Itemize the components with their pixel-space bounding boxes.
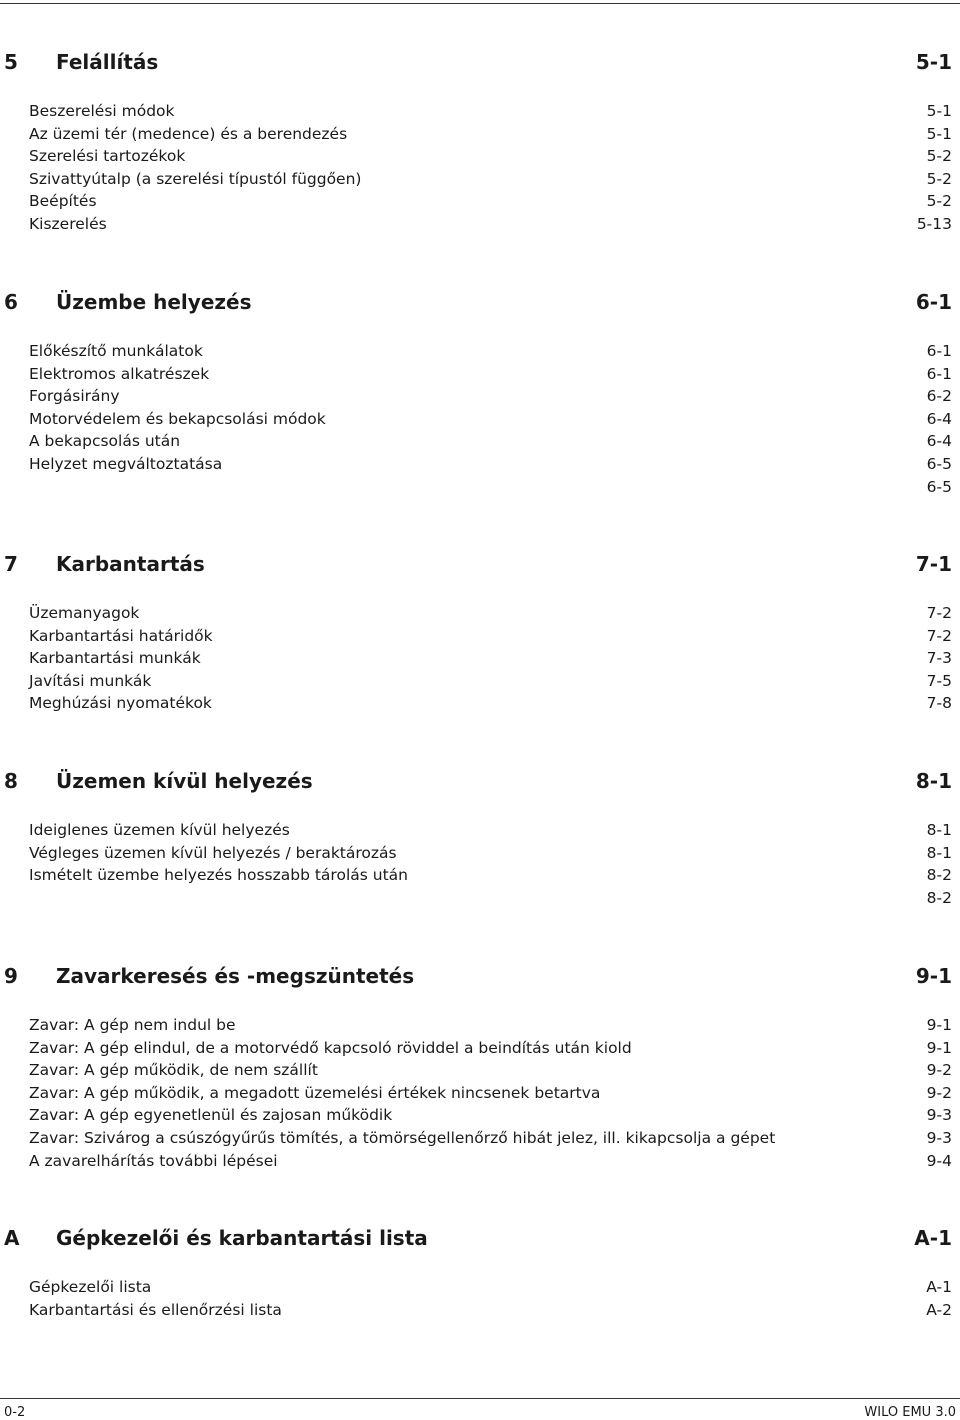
toc-entry[interactable] [0, 340, 960, 363]
entry-page: 5-1 [926, 124, 952, 143]
toc-entry[interactable] [0, 408, 960, 431]
entry-page: 8-1 [926, 843, 952, 862]
toc-entry[interactable] [0, 476, 960, 499]
entry-page: 6-1 [926, 364, 952, 383]
toc-entry[interactable] [0, 168, 960, 191]
section-page: 6-1 [915, 290, 952, 314]
toc-entry[interactable] [0, 625, 960, 648]
section-entries [0, 340, 960, 498]
toc-entry[interactable] [0, 1082, 960, 1105]
entry-page: 7-3 [926, 649, 952, 668]
toc-entry[interactable] [0, 1276, 960, 1299]
toc-section [0, 769, 960, 909]
toc-entry[interactable] [0, 887, 960, 910]
section-entries [0, 819, 960, 909]
toc-entry[interactable] [0, 647, 960, 670]
entry-title: Karbantartási határidők [29, 626, 213, 645]
toc-section [0, 964, 960, 1172]
section-heading[interactable] [0, 964, 960, 994]
toc-entry[interactable] [0, 385, 960, 408]
section-page: 9-1 [915, 964, 952, 988]
section-title: Üzembe helyezés [56, 290, 252, 314]
entry-title: Karbantartási és ellenőrzési lista [29, 1300, 282, 1319]
toc-entry[interactable] [0, 819, 960, 842]
entry-title: Előkészítő munkálatok [29, 342, 203, 360]
section-number: 9 [4, 964, 18, 988]
entry-page: 7-2 [926, 604, 952, 622]
section-number: 8 [4, 769, 18, 793]
entry-page: A-2 [926, 1300, 952, 1319]
entry-title: Az üzemi tér (medence) és a berendezés [29, 124, 348, 143]
entry-title: Zavar: A gép elindul, de a motorvédő kapcsoló röviddel a beindítás után kiold [29, 1038, 632, 1057]
toc-entry[interactable] [0, 430, 960, 453]
entry-title: Helyzet megváltoztatása [29, 454, 223, 473]
section-heading[interactable] [0, 552, 960, 582]
entry-title: Szivattyútalp (a szerelési típustól függően) [29, 169, 362, 188]
entry-page: 5-1 [926, 102, 952, 120]
section-number: 5 [4, 50, 18, 74]
section-heading[interactable] [0, 1226, 960, 1256]
entry-page: 8-2 [926, 888, 952, 907]
entry-title: Forgásirány [29, 387, 120, 406]
toc-entry[interactable] [0, 692, 960, 715]
entry-page: 8-1 [926, 821, 952, 839]
entry-page: 6-1 [926, 342, 952, 360]
entry-title: Szerelési tartozékok [29, 147, 186, 166]
entry-title: Zavar: A gép működik, de nem szállít [29, 1061, 318, 1080]
section-number: A [4, 1226, 20, 1250]
section-number: 6 [4, 290, 18, 314]
section-entries [0, 1014, 960, 1172]
toc-entry[interactable] [0, 864, 960, 887]
entry-page: 9-3 [926, 1106, 952, 1125]
entry-page: 7-5 [926, 671, 952, 690]
entry-page: A-1 [926, 1278, 952, 1296]
section-title: Karbantartás [56, 552, 205, 576]
section-page: 5-1 [915, 50, 952, 74]
entry-title: Ismételt üzembe helyezés hosszabb tárolás után [29, 866, 408, 885]
entry-page: 6-2 [926, 387, 952, 406]
entry-page: 9-1 [926, 1038, 952, 1057]
section-title: Gépkezelői és karbantartási lista [56, 1226, 428, 1250]
entry-page: 9-1 [926, 1016, 952, 1034]
toc-entry[interactable] [0, 453, 960, 476]
entry-title: Ideiglenes üzemen kívül helyezés [29, 821, 290, 839]
toc-section [0, 290, 960, 498]
section-title: Felállítás [56, 50, 159, 74]
entry-page: 5-2 [926, 147, 952, 166]
entry-page: 8-2 [926, 866, 952, 885]
entry-page: 5-2 [926, 192, 952, 211]
entry-page: 6-4 [926, 432, 952, 451]
toc-section [0, 1226, 960, 1321]
entry-title: A zavarelhárítás további lépései [29, 1151, 278, 1170]
section-heading[interactable] [0, 290, 960, 320]
section-number: 7 [4, 552, 18, 576]
section-page: A-1 [914, 1226, 952, 1250]
entry-title: Beépítés [29, 192, 97, 211]
entry-page: 9-4 [926, 1151, 952, 1170]
entry-page: 6-5 [926, 477, 952, 496]
entry-page: 5-2 [926, 169, 952, 188]
entry-page: 9-2 [926, 1061, 952, 1080]
toc-entry[interactable] [0, 213, 960, 236]
section-title: Üzemen kívül helyezés [56, 769, 313, 793]
toc-entry[interactable] [0, 1037, 960, 1060]
toc-entry[interactable] [0, 842, 960, 865]
entry-page: 9-3 [926, 1128, 952, 1147]
entry-title: Végleges üzemen kívül helyezés / beraktározás [29, 843, 397, 862]
toc-entry[interactable] [0, 100, 960, 123]
toc-entry[interactable] [0, 123, 960, 146]
toc-section [0, 50, 960, 236]
toc-entry[interactable] [0, 1059, 960, 1082]
entry-title: Meghúzási nyomatékok [29, 694, 212, 713]
section-heading[interactable] [0, 50, 960, 80]
toc-entry[interactable] [0, 670, 960, 693]
toc-entry[interactable] [0, 363, 960, 386]
entry-title: Zavar: Szivárog a csúszógyűrűs tömítés, a tömörségellenőrző hibát jelez, ill. kikapcsolja a gépet [29, 1128, 776, 1147]
section-entries [0, 602, 960, 715]
toc-entry[interactable] [0, 602, 960, 625]
entry-page: 6-5 [926, 454, 952, 473]
entry-title: Zavar: A gép egyenetlenül és zajosan működik [29, 1106, 393, 1125]
section-title: Zavarkeresés és -megszüntetés [56, 964, 415, 988]
entry-title: Elektromos alkatrészek [29, 364, 210, 383]
section-entries [0, 100, 960, 236]
toc-entry[interactable] [0, 1127, 960, 1150]
footer-rule [0, 1398, 960, 1399]
entry-title: Beszerelési módok [29, 102, 175, 120]
entry-page: 7-8 [926, 694, 952, 713]
entry-title: Zavar: A gép nem indul be [29, 1016, 236, 1034]
section-heading[interactable] [0, 769, 960, 799]
toc-entry[interactable] [0, 1299, 960, 1322]
section-page: 8-1 [915, 769, 952, 793]
footer-document-name: WILO EMU 3.0 [864, 1405, 956, 1420]
entry-title: Motorvédelem és bekapcsolási módok [29, 409, 326, 428]
toc-entry[interactable] [0, 1014, 960, 1037]
section-entries [0, 1276, 960, 1321]
entry-title: Karbantartási munkák [29, 649, 201, 668]
entry-title: Üzemanyagok [29, 604, 140, 622]
toc-section [0, 552, 960, 715]
toc-entry[interactable] [0, 1104, 960, 1127]
toc-entry[interactable] [0, 190, 960, 213]
entry-title: A bekapcsolás után [29, 432, 181, 451]
entry-page: 6-4 [926, 409, 952, 428]
toc-entry[interactable] [0, 145, 960, 168]
entry-title: Zavar: A gép működik, a megadott üzemelési értékek nincsenek betartva [29, 1083, 601, 1102]
section-page: 7-1 [915, 552, 952, 576]
footer-page-number: 0-2 [4, 1405, 26, 1420]
entry-page: 5-13 [916, 214, 952, 233]
entry-title: Javítási munkák [29, 671, 152, 690]
top-rule [0, 3, 960, 4]
entry-title: Gépkezelői lista [29, 1278, 152, 1296]
entry-page: 7-2 [926, 626, 952, 645]
entry-title: Kiszerelés [29, 214, 107, 233]
entry-page: 9-2 [926, 1083, 952, 1102]
toc-entry[interactable] [0, 1150, 960, 1173]
